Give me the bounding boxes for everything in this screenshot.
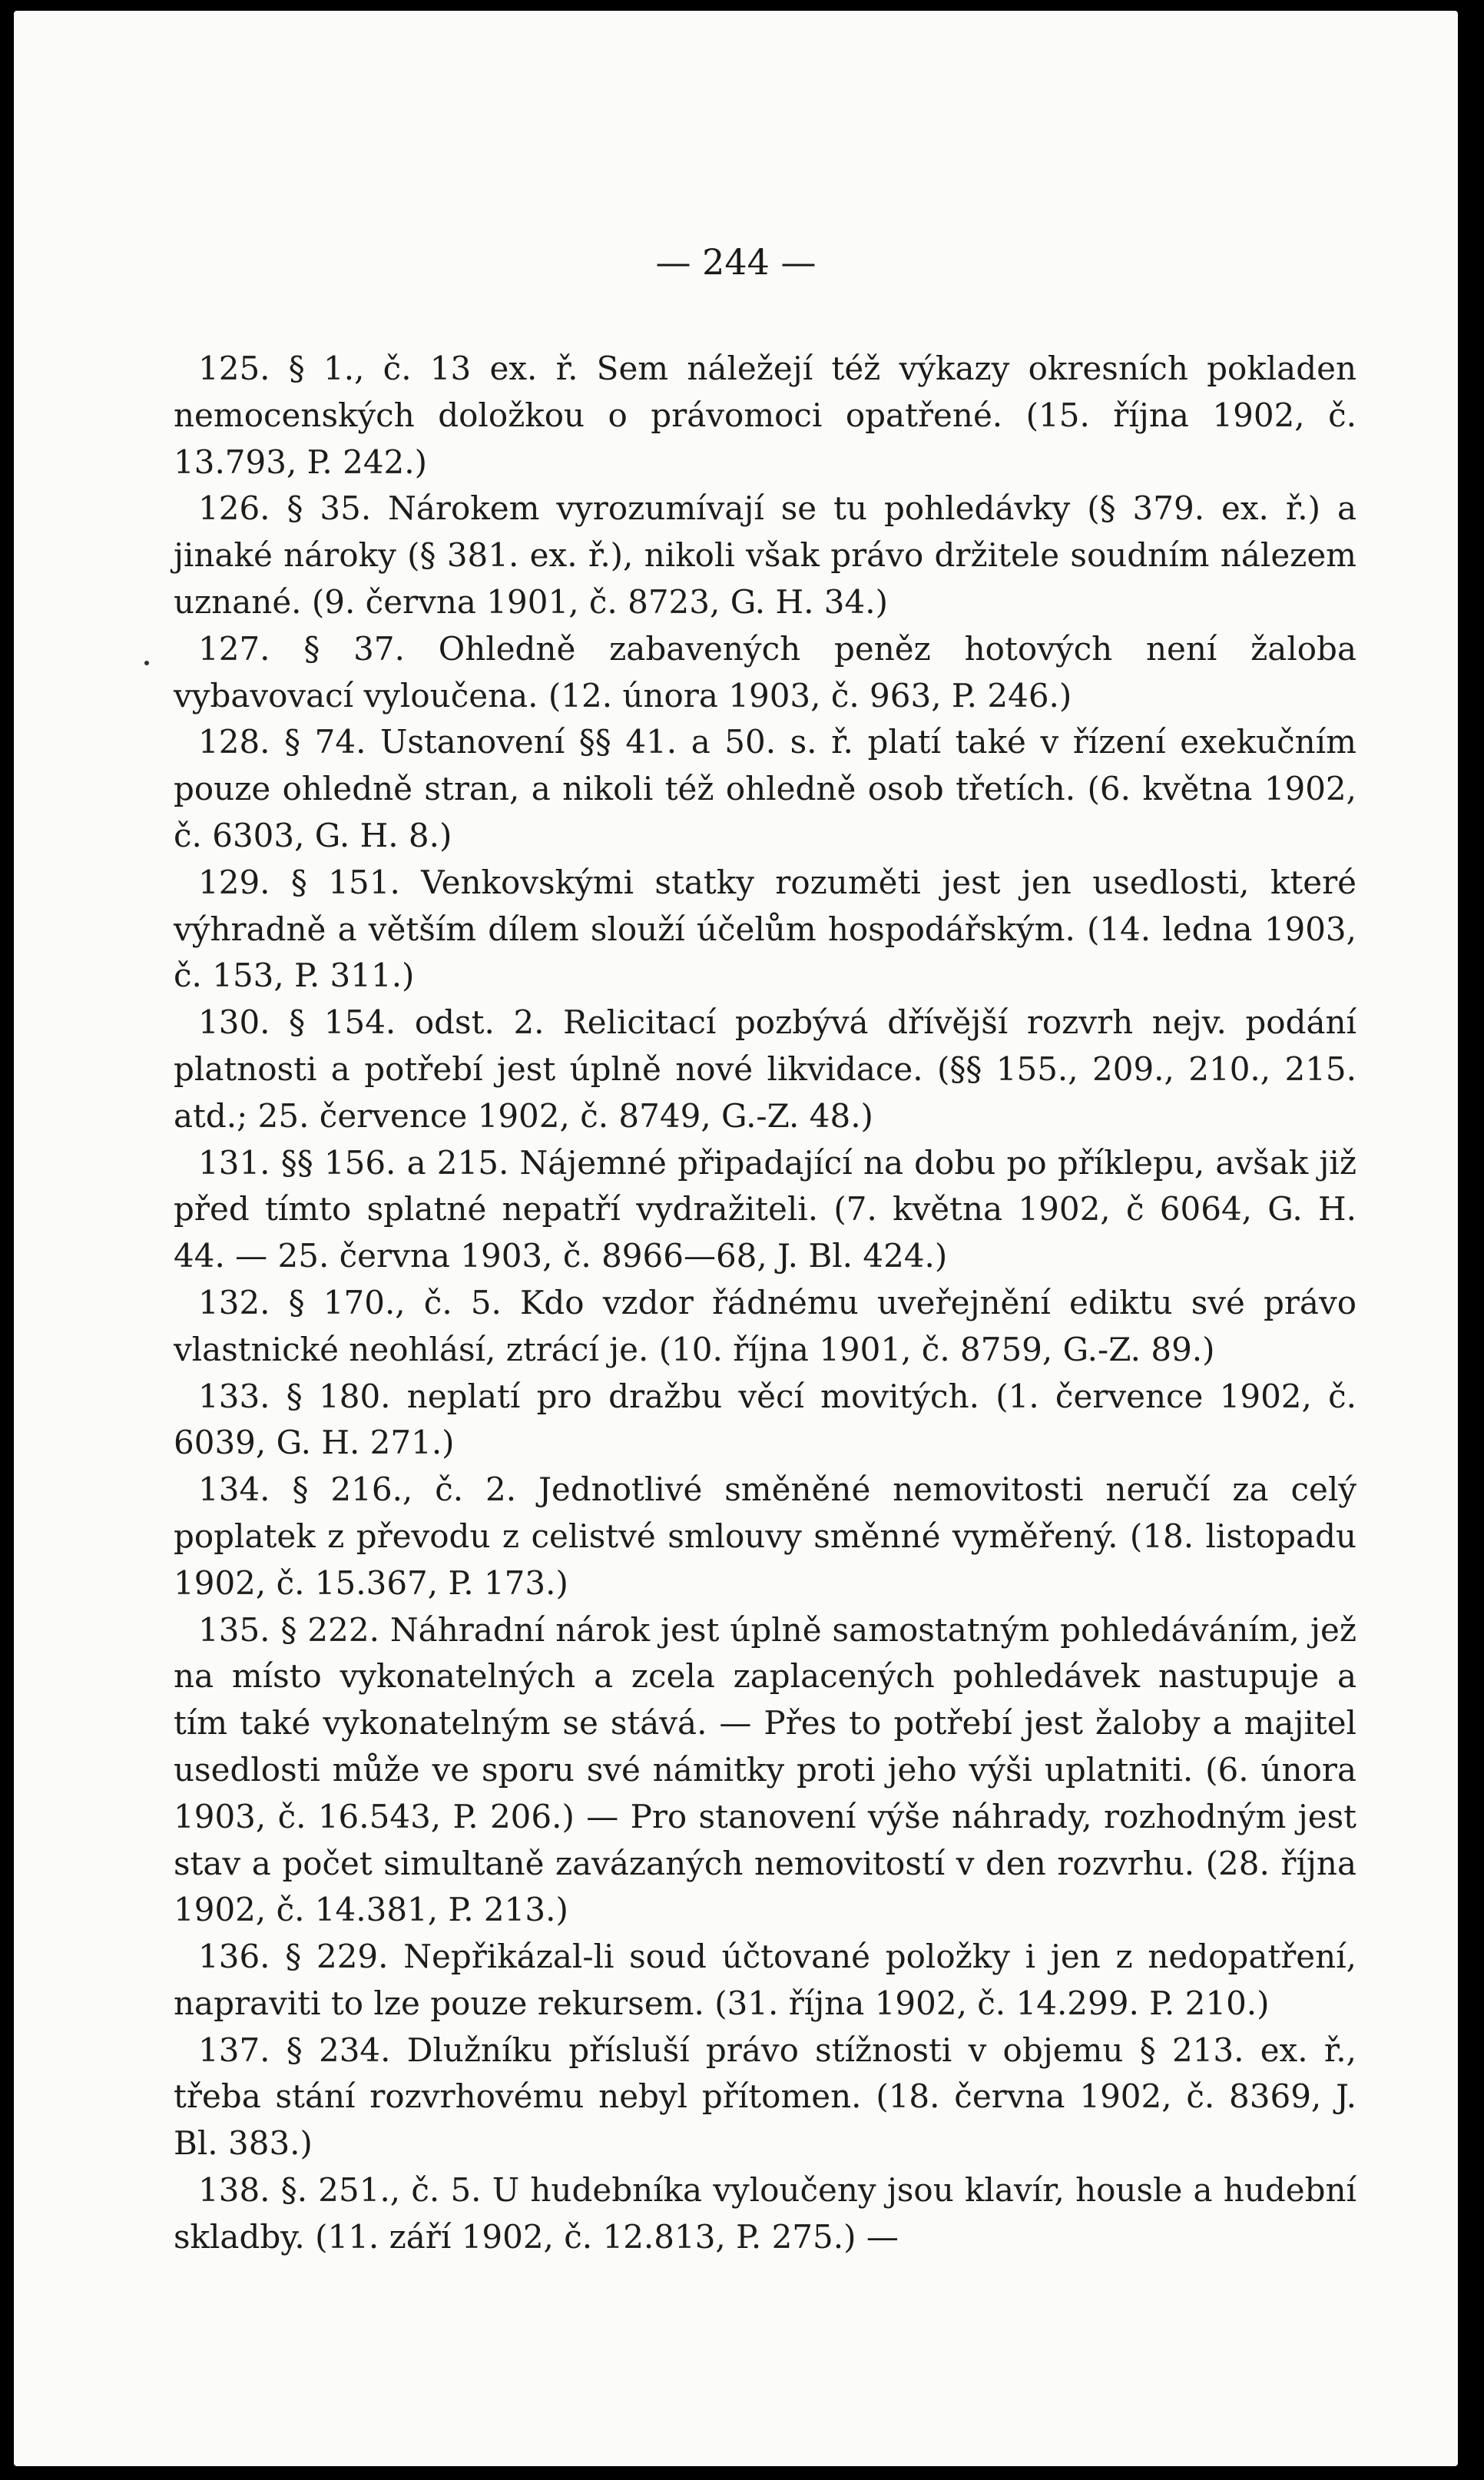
entry-135: 135. § 222. Náhradní nárok jest úplně samostatným pohledáváním, jež na místo vykonatelných a zcela zaplacených pohledávek nastupuje a tím také vykonatelným se stává. — Přes to potřebí jest žaloby a majitel usedlosti může ve sporu své námitky proti jeho výši uplatniti. (6. února 1903, č. 16.543, P. 206.) — Pro stanovení výše náhrady, rozhodným jest stav a počet simultaně zavázaných nemovitostí v den rozvrhu. (28. října 1902, č. 14.381, P. 213.) [174,1610,1356,1929]
entry-133: 133. § 180. neplatí pro dražbu věcí movitých. (1. července 1902, č. 6039, G. H. 271.) [174,1377,1356,1462]
entry-128: 128. § 74. Ustanovení §§ 41. a 50. s. ř. platí také v řízení exekučním pouze ohledně stran, a nikoli též ohledně osob třetích. (6. května 1902, č. 6303, G. H. 8.) [174,723,1356,854]
entry-132: 132. § 170., č. 5. Kdo vzdor řádnému uveřejnění ediktu své právo vlastnické neohlásí, ztrácí je. (10. října 1901, č. 8759, G.-Z. 89.) [174,1283,1356,1368]
entry-138: 138. §. 251., č. 5. U hudebníka vyloučeny jsou klavír, housle a hudební skladby. (11. září 1902, č. 12.813, P. 275.) — [174,2171,1356,2256]
entry-129: 129. § 151. Venkovskými statky rozuměti jest jen usedlosti, které výhradně a větším dílem slouží účelům hospodářským. (14. ledna 1903, č. 153, P. 311.) [174,863,1356,995]
entry-125: 125. § 1., č. 13 ex. ř. Sem náležejí též výkazy okresních pokladen nemocenských doložkou o právomoci opatřené. (15. října 1902, č. 13.793, P. 242.) [174,350,1356,481]
entry-137: 137. § 234. Dlužníku přísluší právo stížnosti v objemu § 213. ex. ř., třeba stání rozvrhovému nebyl přítomen. (18. června 1902, č. 8369, J. Bl. 383.) [174,2031,1356,2163]
entry-131: 131. §§ 156. a 215. Nájemné připadající na dobu po příklepu, avšak již před tímto splatné nepatří vydražiteli. (7. května 1902, č 6064, G. H. 44. — 25. června 1903, č. 8966—68, J. Bl. 424.) [174,1143,1356,1275]
book-page [14,11,1458,2466]
margin-dot [144,661,149,665]
entry-134: 134. § 216., č. 2. Jednotlivé směněné nemovitosti neručí za celý poplatek z převodu z celistvé smlouvy směnné vyměřený. (18. listopadu 1902, č. 15.367, P. 173.) [174,1470,1356,1602]
entry-126: 126. § 35. Nárokem vyrozumívají se tu pohledávky (§ 379. ex. ř.) a jinaké nároky (§ 381. ex. ř.), nikoli však právo držitele soudním nálezem uznané. (9. června 1901, č. 8723, G. H. 34.) [174,489,1356,621]
page-text [174,346,1356,2261]
entry-130: 130. § 154. odst. 2. Relicitací pozbývá dřívější rozvrh nejv. podání platnosti a potřebí jest úplně nové likvidace. (§§ 155., 209., 210., 215. atd.; 25. července 1902, č. 8749, G.-Z. 48.) [174,1003,1356,1135]
entry-127: 127. § 37. Ohledně zabavených peněz hotových není žaloba vybavovací vyloučena. (12. února 1903, č. 963, P. 246.) [174,629,1356,714]
entry-136: 136. § 229. Nepřikázal-li soud účtované položky i jen z nedopatření, napraviti to lze pouze rekursem. (31. října 1902, č. 14.299. P. 210.) [174,1938,1356,2022]
page-number: — 244 — [655,241,817,283]
